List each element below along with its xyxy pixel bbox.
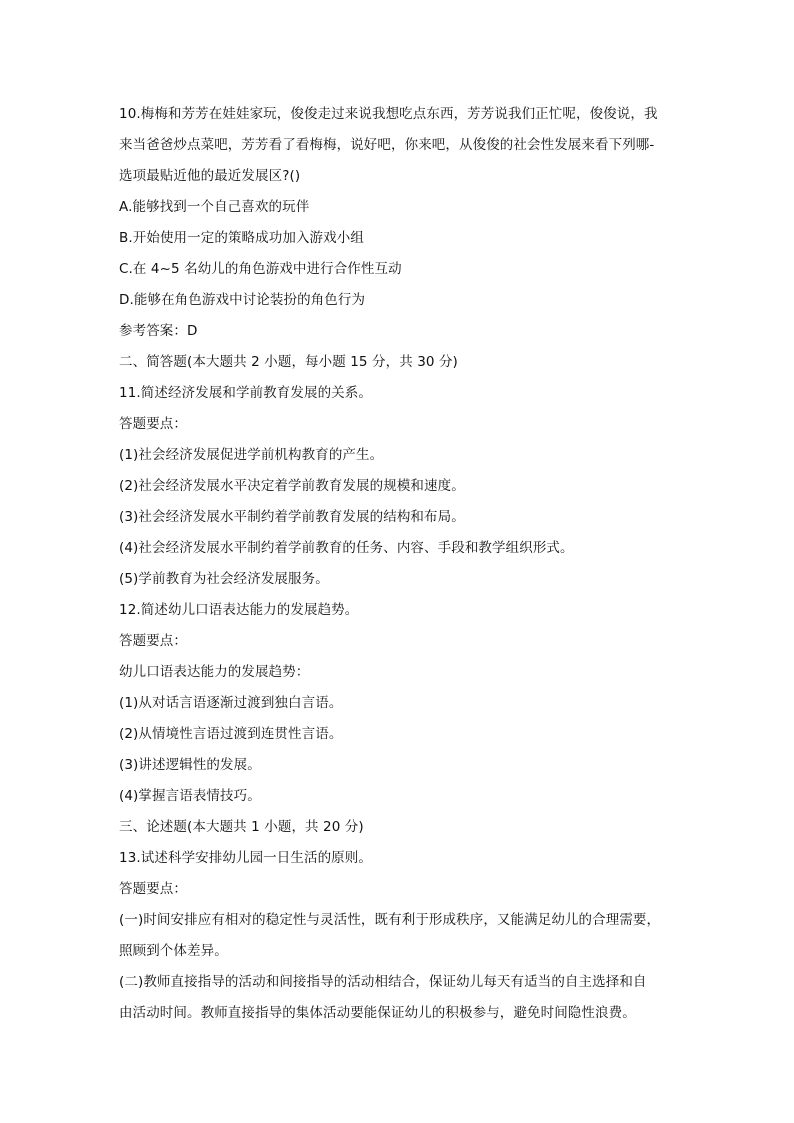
- q13-point-1-line-2: 照顾到个体差异。: [119, 943, 228, 959]
- q11-point-5: (5)学前教育为社会经济发展服务。: [119, 571, 329, 587]
- q11-title: 11.简述经济发展和学前教育发展的关系。: [119, 385, 372, 401]
- q10-answer: 参考答案：D: [119, 323, 198, 339]
- q11-point-3: (3)社会经济发展水平制约着学前教育发展的结构和布局。: [119, 509, 465, 525]
- q12-point-1: (1)从对话言语逐渐过渡到独白言语。: [119, 695, 343, 711]
- q10-stem-line-1: 10.梅梅和芳芳在娃娃家玩，俊俊走过来说我想吃点东西，芳芳说我们正忙呢，俊俊说，我: [119, 106, 658, 122]
- q13-title: 13.试述科学安排幼儿园一日生活的原则。: [119, 850, 372, 866]
- q13-point-1-line-1: (一)时间安排应有相对的稳定性与灵活性，既有利于形成秩序，又能满足幼儿的合理需要，: [119, 912, 661, 928]
- q11-point-4: (4)社会经济发展水平制约着学前教育的任务、内容、手段和教学组织形式。: [119, 540, 574, 556]
- q11-key-label: 答题要点：: [119, 416, 187, 432]
- q12-point-2: (2)从情境性言语过渡到连贯性言语。: [119, 726, 343, 742]
- q12-point-3: (3)讲述逻辑性的发展。: [119, 757, 261, 773]
- q10-stem-line-3: 选项最贴近他的最近发展区?(): [119, 168, 301, 184]
- q10-stem-line-2: 来当爸爸炒点菜吧，芳芳看了看梅梅，说好吧，你来吧，从俊俊的社会性发展来看下列哪-: [119, 137, 655, 153]
- q12-key-label: 答题要点：: [119, 633, 187, 649]
- q12-title: 12.简述幼儿口语表达能力的发展趋势。: [119, 602, 359, 618]
- q13-point-2-line-2: 由活动时间。教师直接指导的集体活动要能保证幼儿的积极参与，避免时间隐性浪费。: [119, 1005, 636, 1021]
- section3-heading: 三、论述题(本大题共 1 小题，共 20 分): [119, 819, 364, 835]
- q10-option-d: D.能够在角色游戏中讨论装扮的角色行为: [119, 292, 366, 308]
- q11-point-2: (2)社会经济发展水平决定着学前教育发展的规模和速度。: [119, 478, 465, 494]
- q10-option-b: B.开始使用一定的策略成功加入游戏小组: [119, 230, 364, 246]
- q12-point-4: (4)掌握言语表情技巧。: [119, 788, 261, 804]
- q11-point-1: (1)社会经济发展促进学前机构教育的产生。: [119, 447, 384, 463]
- q13-key-label: 答题要点：: [119, 881, 187, 897]
- document-page: [119, 99, 679, 1029]
- q10-option-c: C.在 4~5 名幼儿的角色游戏中进行合作性互动: [119, 261, 402, 277]
- q12-intro: 幼儿口语表达能力的发展趋势：: [119, 664, 310, 680]
- section2-heading: 二、简答题(本大题共 2 小题，每小题 15 分，共 30 分): [119, 354, 458, 370]
- q13-point-2-line-1: (二)教师直接指导的活动和间接指导的活动相结合，保证幼儿每天有适当的自主选择和自: [119, 974, 647, 990]
- q10-option-a: A.能够找到一个自己喜欢的玩伴: [119, 199, 310, 215]
